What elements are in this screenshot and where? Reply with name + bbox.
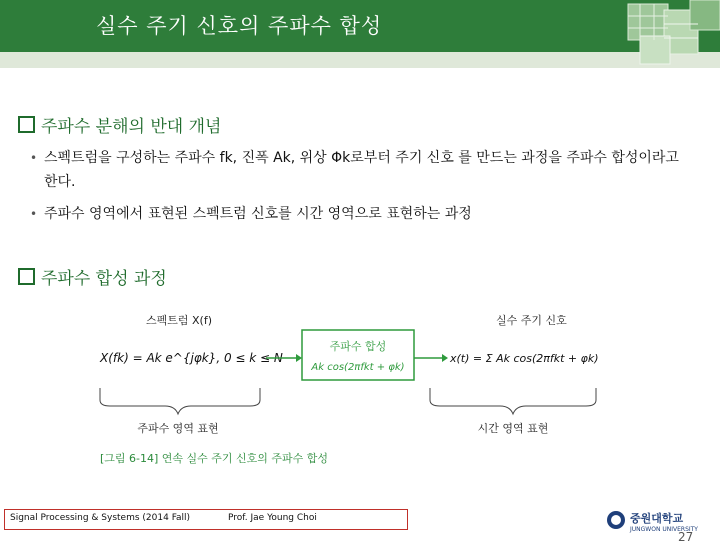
bullet-text: 주파수 영역에서 표현된 스펙트럼 신호를 시간 영역으로 표현하는 과정 bbox=[44, 206, 472, 222]
bullet-item-synthesis-definition bbox=[30, 146, 694, 194]
synthesis-box-formula: Ak cos(2πfkt + φk) bbox=[311, 362, 405, 373]
section-heading-decomposition-inverse bbox=[18, 112, 221, 137]
section-title: 주파수 합성 과정 bbox=[41, 269, 167, 289]
page-title: 실수 주기 신호의 주파수 합성 bbox=[96, 14, 383, 38]
bullet-dot-icon: • bbox=[30, 207, 38, 221]
checkbox-bullet-icon bbox=[18, 268, 35, 285]
right-arrow-head-icon bbox=[442, 354, 448, 362]
time-domain-label: 시간 영역 표현 bbox=[477, 422, 549, 435]
page-number: 27 bbox=[678, 530, 694, 544]
spectrum-label: 스펙트럼 X(f) bbox=[146, 314, 212, 327]
footer-author: Prof. Jae Young Choi bbox=[228, 513, 317, 523]
logo-text: 중원대학교 bbox=[630, 512, 684, 525]
checkbox-bullet-icon bbox=[18, 116, 35, 133]
synthesis-box-title: 주파수 합성 bbox=[329, 340, 387, 353]
bullet-item-frequency-to-time bbox=[30, 202, 694, 226]
bullet-text: 스펙트럼을 구성하는 주파수 fk, 진폭 Ak, 위상 Φk로부터 주기 신호 를 만드는 과정을 주파수 합성이라고 한다. bbox=[44, 150, 679, 190]
figure-caption: [그림 6-14] 연속 실수 주기 신호의 주파수 합성 bbox=[100, 452, 329, 465]
section-title: 주파수 분해의 반대 개념 bbox=[41, 117, 222, 137]
time-domain-brace bbox=[430, 388, 596, 414]
footer-course: Signal Processing & Systems (2014 Fall) bbox=[10, 513, 191, 523]
header-building-graphic bbox=[620, 0, 720, 68]
section-heading-synthesis-process bbox=[18, 264, 167, 289]
signal-formula: x(t) = Σ Ak cos(2πfkt + φk) bbox=[450, 352, 599, 365]
left-arrow-head-icon bbox=[296, 354, 302, 362]
spectrum-formula: X(fk) = Ak e^{jφk}, 0 ≤ k ≤ N bbox=[100, 351, 283, 365]
synthesis-diagram bbox=[90, 302, 600, 472]
signal-label: 실수 주기 신호 bbox=[496, 314, 567, 327]
bullet-dot-icon: • bbox=[30, 151, 38, 165]
frequency-domain-label: 주파수 영역 표현 bbox=[137, 422, 219, 435]
header-band bbox=[0, 52, 720, 68]
logo-subtext: JUNGWON UNIVERSITY bbox=[630, 526, 698, 533]
frequency-domain-brace bbox=[100, 388, 260, 414]
